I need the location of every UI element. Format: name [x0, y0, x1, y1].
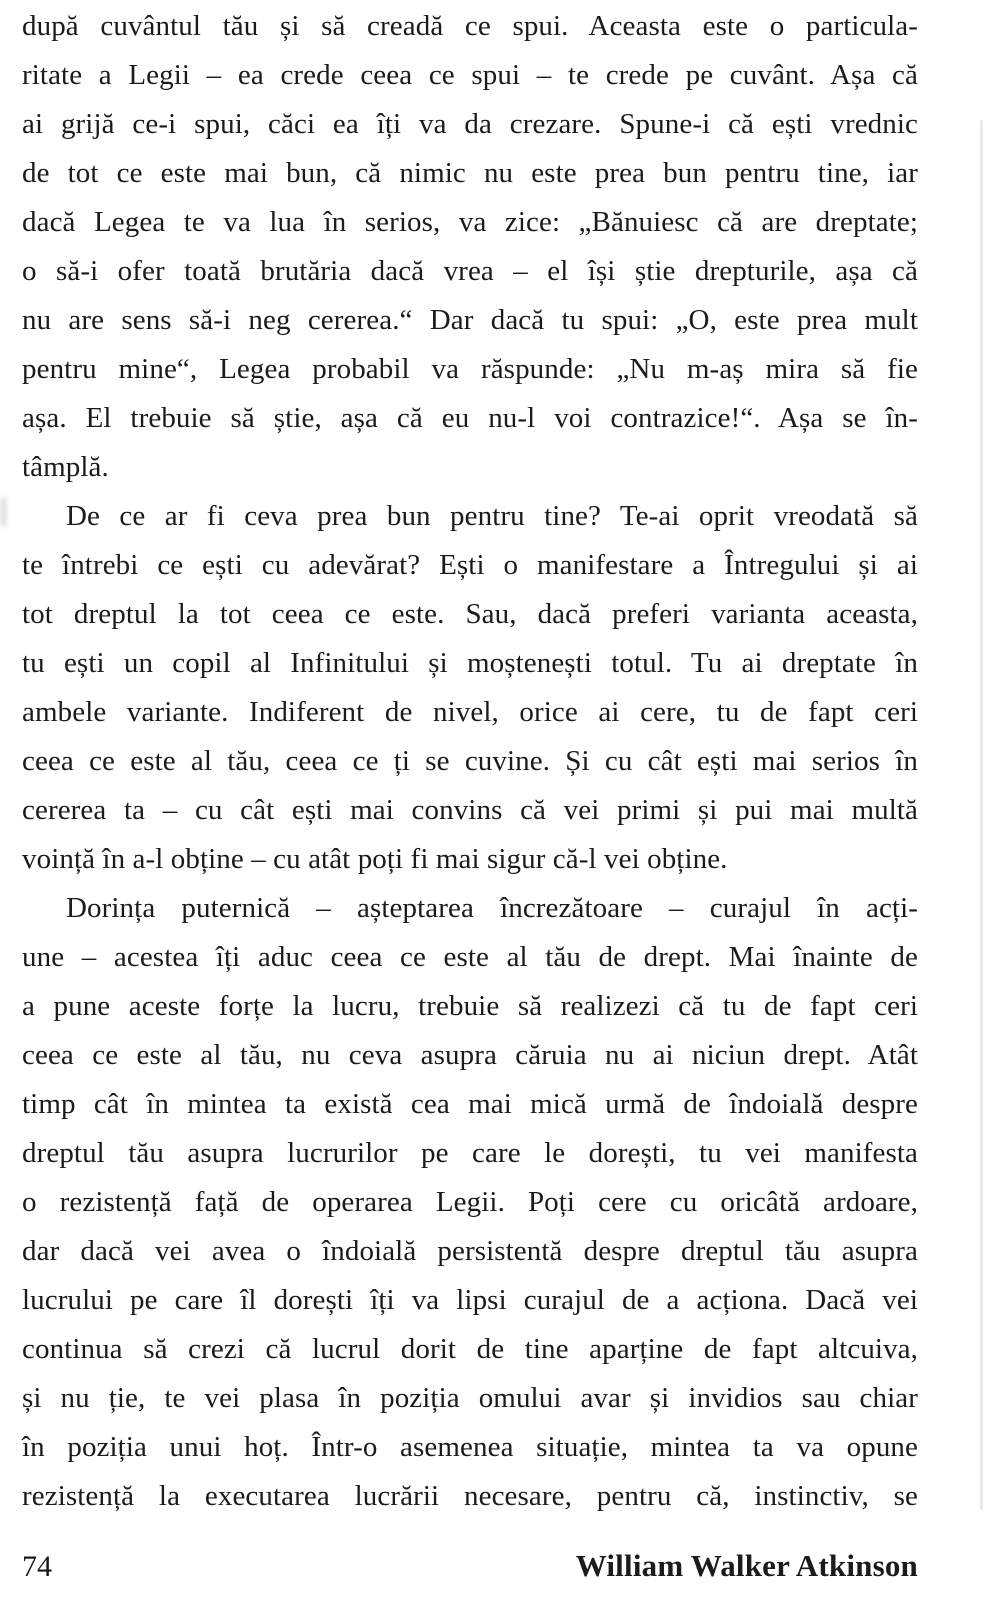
text-line: tot dreptul la tot ceea ce este. Sau, dacă preferi varianta aceasta, — [22, 598, 918, 630]
text-line: pentru mine“, Legea probabil va răspunde: „Nu m-aș mira să fie — [22, 353, 918, 385]
page-number: 74 — [22, 1550, 52, 1583]
text-line: Dorința puternică – așteptarea încrezătoare – curajul în acți- — [66, 892, 918, 924]
text-line: o rezistență față de operarea Legii. Poți cere cu oricâtă ardoare, — [22, 1186, 918, 1218]
text-line: o să-i ofer toată brutăria dacă vrea – el își știe drepturile, așa că — [22, 255, 918, 287]
text-line: după cuvântul tău și să creadă ce spui. Aceasta este o particula- — [22, 10, 918, 42]
text-line: lucrului pe care îl dorești îți va lipsi curajul de a acționa. Dacă vei — [22, 1284, 918, 1316]
page-text — [22, 2, 918, 1521]
text-line: ceea ce este al tău, nu ceva asupra căruia nu ai niciun drept. Atât — [22, 1039, 918, 1071]
text-line: de tot ce este mai bun, că nimic nu este prea bun pentru tine, iar — [22, 157, 918, 189]
text-line: cererea ta – cu cât ești mai convins că vei primi și pui mai multă — [22, 794, 918, 826]
text-line: rezistență la executarea lucrării necesare, pentru că, instinctiv, se — [22, 1480, 918, 1512]
text-line: dreptul tău asupra lucrurilor pe care le dorești, tu vei manifesta — [22, 1137, 918, 1169]
text-line: nu are sens să-i neg cererea.“ Dar dacă tu spui: „O, este prea mult — [22, 304, 918, 336]
page-footer — [22, 1548, 918, 1584]
text-line: ai grijă ce-i spui, căci ea îți va da crezare. Spune-i că ești vrednic — [22, 108, 918, 140]
text-line: ritate a Legii – ea crede ceea ce spui – te crede pe cuvânt. Așa că — [22, 59, 918, 91]
text-line: tâmplă. — [22, 451, 109, 483]
scan-smudge — [0, 498, 7, 526]
text-line: ambele variante. Indiferent de nivel, orice ai cere, tu de fapt ceri — [22, 696, 918, 728]
scan-edge-shadow — [980, 120, 983, 1510]
text-line: a pune aceste forțe la lucru, trebuie să realizezi că tu de fapt ceri — [22, 990, 918, 1022]
text-line: te întrebi ce ești cu adevărat? Ești o manifestare a Întregului și ai — [22, 549, 918, 581]
text-line: voință în a-l obține – cu atât poți fi mai sigur că-l vei obține. — [22, 843, 728, 875]
text-line: ceea ce este al tău, ceea ce ți se cuvine. Și cu cât ești mai serios în — [22, 745, 918, 777]
text-line: dar dacă vei avea o îndoială persistentă despre dreptul tău asupra — [22, 1235, 918, 1267]
text-line: și nu ție, te vei plasa în poziția omului avar și invidios sau chiar — [22, 1382, 918, 1414]
text-line: continua să crezi că lucrul dorit de tine aparține de fapt altcuiva, — [22, 1333, 918, 1365]
text-line: în poziția unui hoț. Într-o asemenea situație, mintea ta va opune — [22, 1431, 918, 1463]
text-line: timp cât în mintea ta există cea mai mică urmă de îndoială despre — [22, 1088, 918, 1120]
text-line: De ce ar fi ceva prea bun pentru tine? Te-ai oprit vreodată să — [66, 500, 918, 532]
running-footer-author: William Walker Atkinson — [575, 1548, 918, 1583]
text-line: tu ești un copil al Infinitului și moștenești totul. Tu ai dreptate în — [22, 647, 918, 679]
text-line: une – acestea îți aduc ceea ce este al tău de drept. Mai înainte de — [22, 941, 918, 973]
text-line: așa. El trebuie să știe, așa că eu nu-l voi contrazice!“. Așa se în- — [22, 402, 918, 434]
text-line: dacă Legea te va lua în serios, va zice: „Bănuiesc că are dreptate; — [22, 206, 918, 238]
